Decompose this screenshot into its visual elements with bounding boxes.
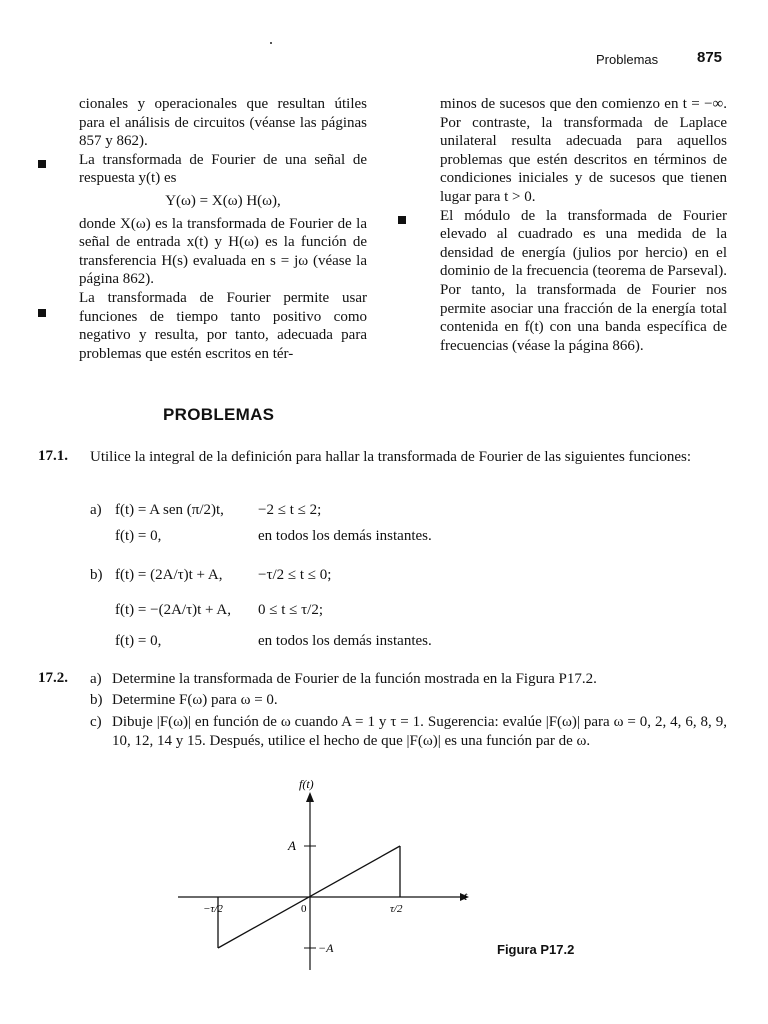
problem-17-2-b: Determine F(ω) para ω = 0. [112, 692, 278, 708]
transfer-equation: Y(ω) = X(ω) H(ω), [165, 192, 281, 209]
equation: f(t) = 0, [115, 633, 162, 649]
problem-number: 17.1. [38, 448, 68, 464]
label-zero: 0 [301, 903, 307, 915]
part-label: b) [90, 567, 103, 583]
left-bullet2-rest: donde X(ω) es la transformada de Fourier de la señal de entrada x(t) y H(ω) es la función de transferencia H(s) evaluada en s = jω (véase la página 862). [79, 215, 367, 288]
part-label: a) [90, 671, 102, 687]
part-label: c) [90, 714, 102, 730]
figure-p17-2 [160, 770, 480, 980]
left-continuation: cionales y operacionales que resultan útiles para el análisis de circuitos (véanse las páginas 857 y 862). [79, 96, 367, 150]
problem-number: 17.2. [38, 670, 68, 686]
problem-17-2-a: Determine la transformada de Fourier de la función mostrada en la Figura P17.2. [112, 671, 597, 687]
left-bullet2-intro: La transformada de Fourier de una señal de respuesta y(t) es [79, 151, 367, 187]
page-number: 875 [697, 49, 723, 66]
condition: en todos los demás instantes. [258, 633, 432, 649]
equation: f(t) = −(2A/τ)t + A, [115, 602, 231, 618]
condition: −τ/2 ≤ t ≤ 0; [258, 567, 332, 583]
problem-17-1-text: Utilice la integral de la definición para hallar la transformada de Fourier de las siguientes funciones: [90, 449, 692, 465]
right-continuation: minos de sucesos que den comienzo en t = −∞. Por contraste, la transformada de Laplace unilateral resulta adecuada para aquellos problemas que estén descritos en términos de condiciones iniciales y de sucesos que tienen lugar para t > 0. [440, 96, 727, 205]
label-tau-half: τ/2 [390, 903, 403, 915]
equation: f(t) = (2A/τ)t + A, [115, 567, 223, 583]
problem-17-2-c: Dibuje |F(ω)| en función de ω cuando A = 1 y τ = 1. Sugerencia: evalúe |F(ω)| para ω = 0, 2, 4, 6, 8, 9, 10, 12, 14 y 15. Después, utilice el hecho de que |F(ω)| es una función par de ω. [112, 714, 727, 749]
left-column [79, 95, 367, 363]
label-A: A [288, 838, 296, 853]
part-label: a) [90, 502, 102, 518]
stray-mark [270, 42, 272, 44]
bullet-icon [398, 216, 406, 224]
running-title: Problemas [596, 52, 659, 67]
part-label: b) [90, 692, 103, 708]
left-bullet3: La transformada de Fourier permite usar funciones de tiempo tanto positivo como negativo y resulta, por tanto, adecuada para problemas que estén escritos en tér- [79, 289, 367, 362]
equation: f(t) = A sen (π/2)t, [115, 502, 224, 518]
x-axis-label: t [464, 889, 468, 903]
condition: en todos los demás instantes. [258, 528, 432, 544]
y-axis-label: f(t) [299, 777, 314, 791]
right-column [440, 95, 727, 355]
label-minus-A: −A [318, 941, 334, 955]
bullet-icon [38, 309, 46, 317]
bullet-icon [38, 160, 46, 168]
y-axis-arrow-icon [306, 792, 314, 802]
right-bullet: El módulo de la transformada de Fourier elevado al cuadrado es una medida de la densidad de energía (julios por hercio) en el dominio de la frecuencia (teorema de Parseval). Por tanto, la transformada de Fourier nos permite asociar una fracción de la energía total contenida en f(t) con una banda específica de frecuencias (véase la página 866). [440, 207, 727, 354]
condition: −2 ≤ t ≤ 2; [258, 502, 322, 518]
label-minus-tau-half: −τ/2 [203, 903, 223, 915]
figure-caption: Figura P17.2 [497, 942, 575, 957]
condition: 0 ≤ t ≤ τ/2; [258, 602, 323, 618]
equation: f(t) = 0, [115, 528, 162, 544]
section-title: PROBLEMAS [163, 405, 275, 424]
